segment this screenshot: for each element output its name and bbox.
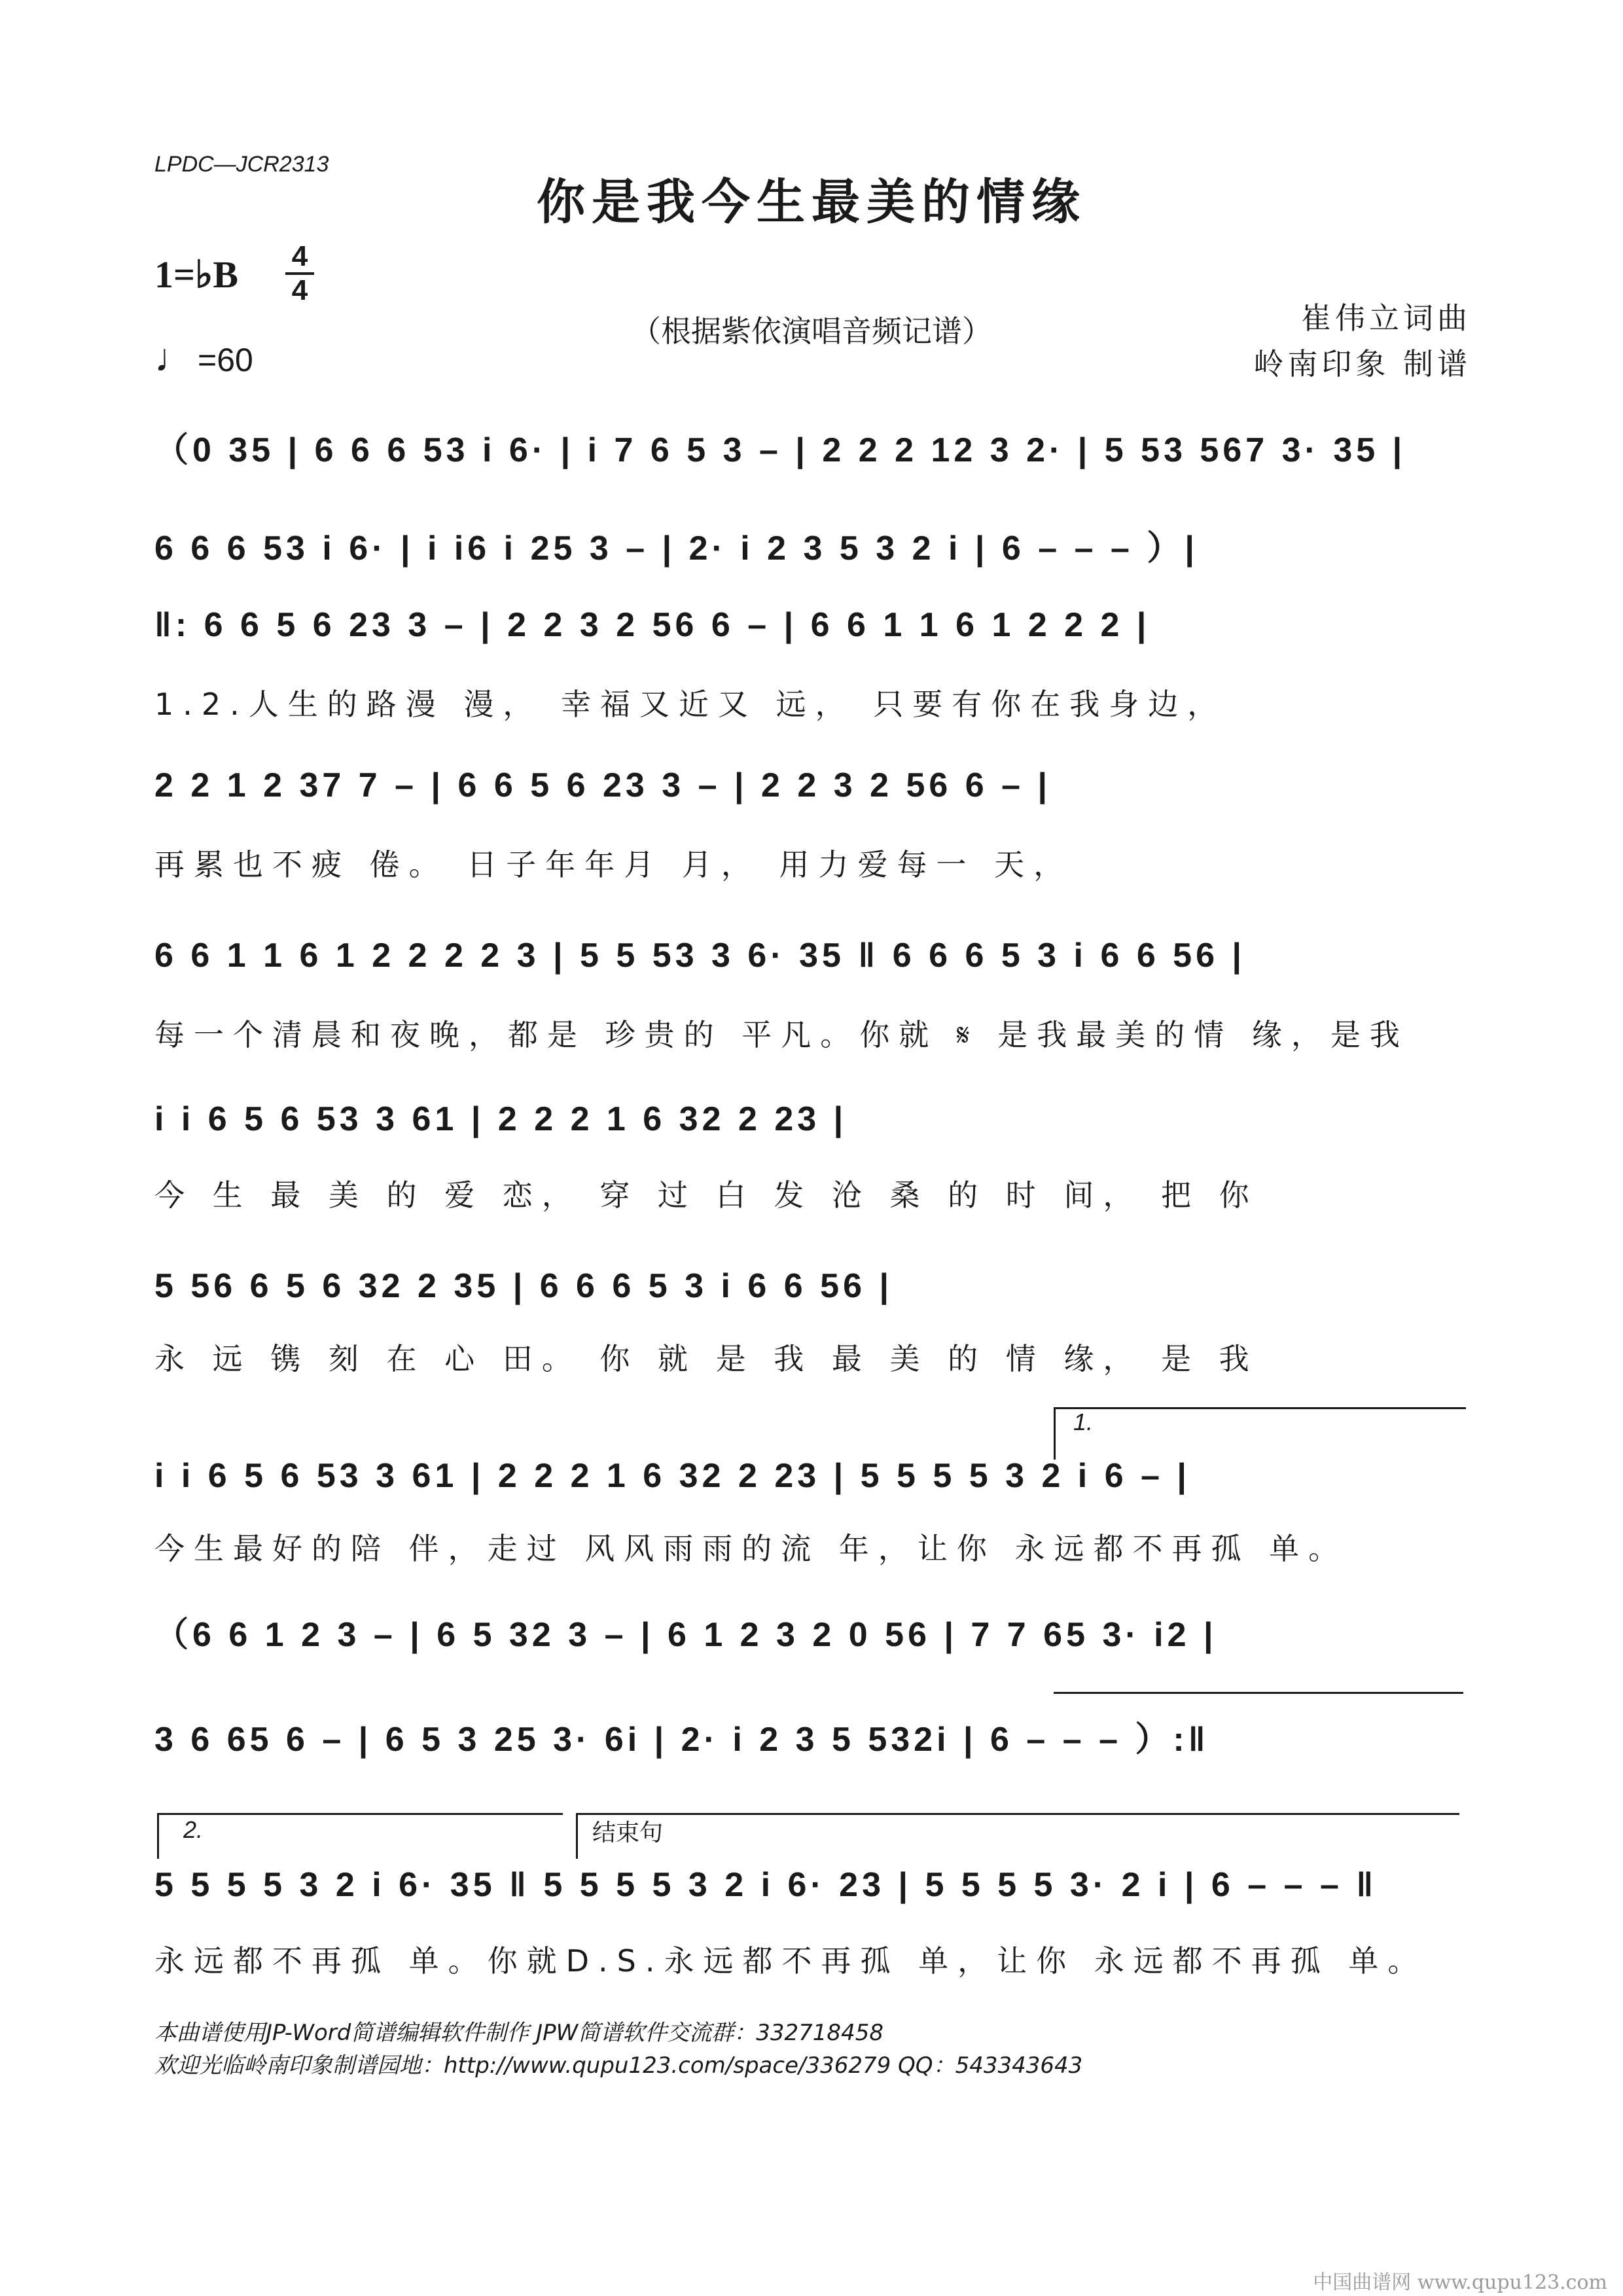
time-signature (285, 242, 314, 305)
second-ending-bracket-left (157, 1813, 159, 1859)
lyrics-line-8: 今生最好的陪 伴，走过 风风雨雨的流 年，让你 永远都不再孤 单。 (154, 1531, 1348, 1566)
lyrics-line-3: 1.2.人生的路漫 漫， 幸福又近又 远， 只要有你在我身边， (154, 687, 1227, 722)
notation-line-1: （0 35 | 6 6 6 53 i 6· | i 7 6 5 3 – | 2 2 2 12 3 2· | 5 53 567 3· 35 | (154, 431, 1406, 469)
score-code: LPDC—JCR2313 (154, 152, 329, 177)
first-ending-bracket-cont (1054, 1692, 1463, 1694)
second-ending-bracket (157, 1813, 563, 1815)
notation-line-6: i i 6 5 6 53 3 61 | 2 2 2 1 6 32 2 23 | (154, 1100, 847, 1138)
notation-line-5: 6 6 1 1 6 1 2 2 2 2 3 | 5 5 53 3 6· 35 ‖ 6 6 6 5 3 i 6 6 56 | (154, 937, 1246, 975)
lyrics-line-5: 每一个清晨和夜晚，都是 珍贵的 平凡。你就 𝄋 是我最美的情 缘，是我 (154, 1017, 1409, 1052)
lyrics-line-4: 再累也不疲 倦。 日子年年月 月， 用力爱每一 天， (154, 847, 1073, 882)
first-ending-label: 1. (1073, 1408, 1094, 1435)
meter-top: 4 (291, 240, 308, 272)
credit-words-music: 崔伟立词曲 (1301, 300, 1471, 336)
first-ending-bracket-left (1054, 1407, 1056, 1460)
notation-line-11: 5 5 5 5 3 2 i 6· 35 ‖ 5 5 5 5 3 2 i 6· 23 | 5 5 5 5 3· 2 i | 6 – – – ‖ (154, 1866, 1378, 1904)
notation-line-8: i i 6 5 6 53 3 61 | 2 2 2 1 6 32 2 23 | 5 5 5 5 3 2 i 6 – | (154, 1457, 1190, 1495)
quarter-note-icon: ♩ (154, 336, 194, 380)
page-title: 你是我今生最美的情缘 (537, 174, 1086, 230)
notation-line-4: 2 2 1 2 37 7 – | 6 6 5 6 23 3 – | 2 2 3 2 56 6 – | (154, 766, 1052, 804)
notation-line-10: 3 6 65 6 – | 6 5 3 25 3· 6i | 2· i 2 3 5 532i | 6 – – – ）:‖ (154, 1721, 1209, 1759)
credit-transcriber: 岭南印象 制谱 (1253, 346, 1471, 382)
lyrics-line-6: 今 生 最 美 的 爱 恋， 穿 过 白 发 沧 桑 的 时 间， 把 你 (154, 1177, 1258, 1213)
first-ending-bracket (1054, 1407, 1466, 1409)
notation-line-9: （6 6 1 2 3 – | 6 5 32 3 – | 6 1 2 3 2 0 56 | 7 7 65 3· i2 | (154, 1616, 1217, 1654)
notation-line-7: 5 56 6 5 6 32 2 35 | 6 6 6 5 3 i 6 6 56 | (154, 1267, 893, 1305)
tempo-value: =60 (198, 342, 253, 378)
lyrics-line-7: 永 远 镌 刻 在 心 田。 你 就 是 我 最 美 的 情 缘， 是 我 (154, 1341, 1258, 1376)
key-signature: 1=♭B (154, 253, 239, 296)
notation-line-2: 6 6 6 53 i 6· | i i6 i 25 3 – | 2· i 2 3 5 3 2 i | 6 – – – ）| (154, 529, 1198, 567)
footer-website-note: 欢迎光临岭南印象制谱园地：http://www.qupu123.com/space/336279 QQ：543343643 (154, 2053, 1083, 2079)
lyrics-line-11: 永远都不再孤 单。你就D.S.永远都不再孤 单，让你 永远都不再孤 单。 (154, 1943, 1427, 1979)
coda-bracket (576, 1813, 1459, 1815)
notation-line-3: ‖: 6 6 5 6 23 3 – | 2 2 3 2 56 6 – | 6 6 1 1 6 1 2 2 2 | (154, 606, 1150, 644)
subtitle: （根据紫依演唱音频记谱） (631, 314, 992, 349)
coda-label: 结束句 (592, 1820, 664, 1846)
second-ending-label: 2. (183, 1816, 204, 1843)
meter-bottom: 4 (291, 274, 308, 306)
coda-bracket-left (576, 1813, 578, 1859)
site-watermark-logo: 中国曲谱网 www.qupu123.com (1313, 2271, 1607, 2294)
footer-software-note: 本曲谱使用JP-Word简谱编辑软件制作 JPW简谱软件交流群：332718458 (154, 2020, 883, 2046)
